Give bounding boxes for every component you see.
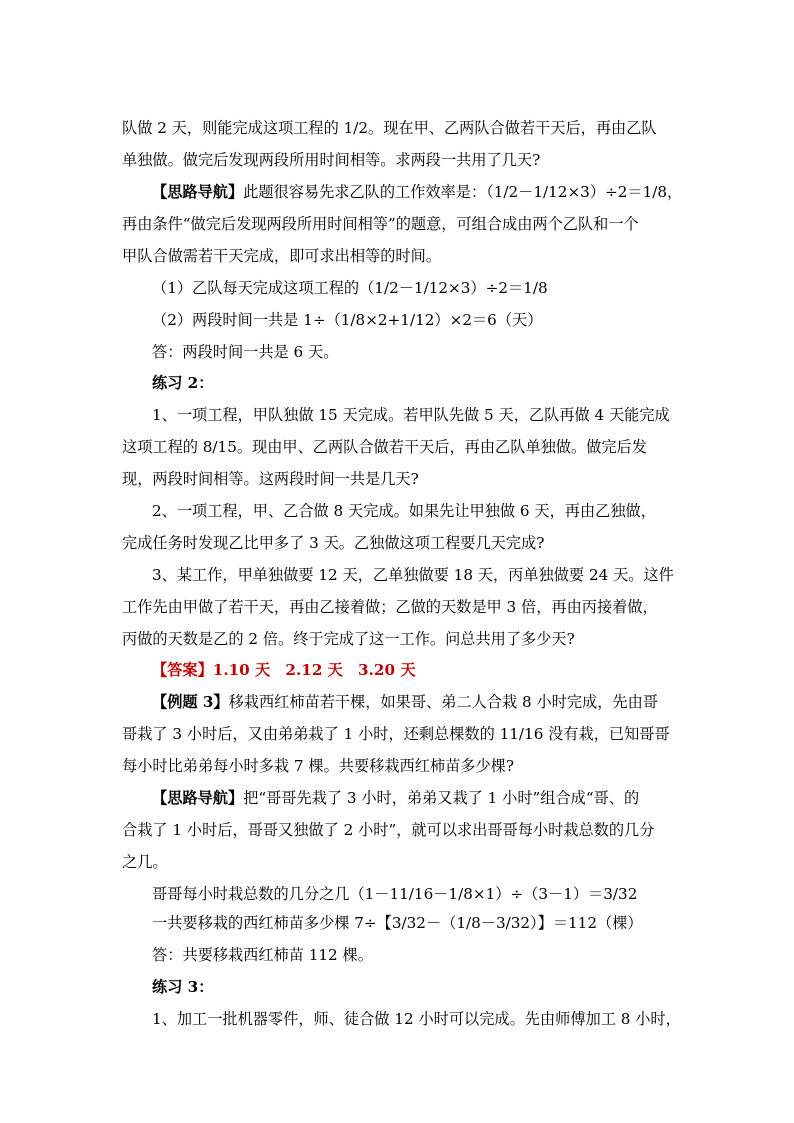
text-line: 再由条件“做完后发现两段所用时间相等”的题意，可组合成由两个乙队和一个	[122, 215, 639, 234]
text-line: 哥栽了 3 小时后，又由弟弟栽了 1 小时，还剩总棵数的 11/16 没有栽，已知哥哥	[122, 725, 670, 744]
example-heading: 【例题 3】	[152, 693, 229, 712]
text-line: 1、加工一批机器零件，师、徒合做 12 小时可以完成。先由师傅加工 8 小时，	[152, 1010, 681, 1029]
text-line: 1、一项工程，甲队独做 15 天完成。若甲队先做 5 天，乙队再做 4 天能完成	[152, 406, 670, 425]
text-line: （2）两段时间一共是 1÷（1/8×2+1/12）×2＝6（天）	[152, 311, 543, 330]
text-line: 一共要移栽的西红柿苗多少棵 7÷【3/32－（1/8－3/32）】＝112（棵）	[152, 914, 643, 933]
text-span: 此题很容易先求乙队的工作效率是：（1/2－1/12×3）÷2＝1/8，	[243, 183, 683, 202]
text-line: 3、某工作，甲单独做要 12 天，乙单独做要 18 天，丙单独做要 24 天。这件	[152, 566, 674, 585]
text-line	[152, 182, 682, 202]
text-line: 现，两段时间相等。这两段时间一共是几天?	[122, 470, 419, 489]
text-line: 之几。	[122, 853, 168, 872]
section-heading: 【思路导航】	[152, 789, 244, 808]
text-line: 每小时比弟弟每小时多栽 7 棵。共要移栽西红柿苗多少棵?	[122, 757, 514, 776]
text-line	[152, 788, 639, 808]
exercise-heading: 练习 2：	[152, 374, 214, 393]
text-line: 单独做。做完后发现两段所用时间相等。求两段一共用了几天?	[122, 151, 541, 170]
text-span: 移栽西红柿苗若干棵，如果哥、弟二人合栽 8 小时完成，先由哥	[228, 693, 658, 712]
text-line: 2、一项工程，甲、乙合做 8 天完成。如果先让甲独做 6 天，再由乙独做，	[152, 502, 656, 521]
text-line: （1）乙队每天完成这项工程的（1/2－1/12×3）÷2＝1/8	[152, 279, 548, 298]
text-line: 丙做的天数是乙的 2 倍。终于完成了这一工作。问总共用了多少天?	[122, 630, 575, 649]
text-line	[152, 692, 658, 712]
answer-line: 【答案】1.10 天 2.12 天 3.20 天	[152, 661, 416, 680]
exercise-heading: 练习 3：	[152, 978, 214, 997]
text-line: 完成任务时发现乙比甲多了 3 天。乙独做这项工程要几天完成?	[122, 534, 545, 553]
text-line: 哥哥每小时栽总数的几分之几（1－11/16－1/8×1）÷（3－1）＝3/32	[152, 885, 638, 904]
text-line: 甲队合做需若干天完成，即可求出相等的时间。	[122, 247, 441, 266]
text-line: 工作先由甲做了若干天，再由乙接着做；乙做的天数是甲 3 倍，再由丙接着做，	[122, 598, 658, 617]
text-line: 答：两段时间一共是 6 天。	[152, 343, 339, 362]
text-line: 队做 2 天，则能完成这项工程的 1/2。现在甲、乙两队合做若干天后，再由乙队	[122, 119, 657, 138]
text-line: 这项工程的 8/15。现由甲、乙两队合做若干天后，再由乙队单独做。做完后发	[122, 438, 647, 457]
text-span: 把“哥哥先栽了 3 小时，弟弟又栽了 1 小时”组合成“哥、的	[243, 789, 640, 808]
text-line: 答：共要移栽西红柿苗 112 棵。	[152, 946, 373, 965]
section-heading: 【思路导航】	[152, 183, 244, 202]
text-line: 合栽了 1 小时后，哥哥又独做了 2 小时”，就可以求出哥哥每小时栽总数的几分	[122, 821, 655, 840]
